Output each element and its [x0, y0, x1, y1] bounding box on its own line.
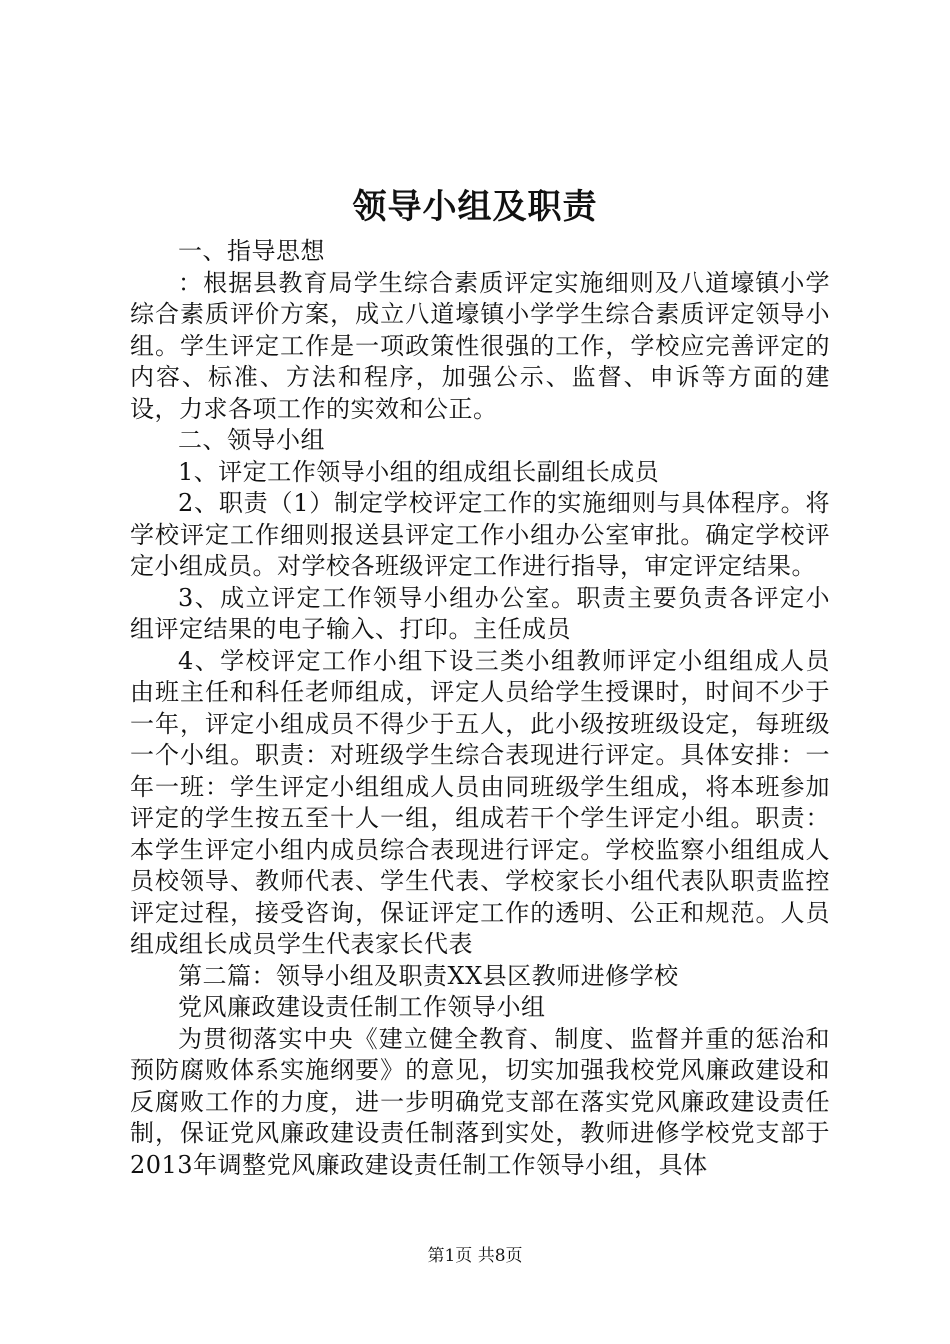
page-footer: 第1页 共8页	[427, 1246, 523, 1266]
section-heading-guiding-thought: 一、指导思想	[178, 237, 325, 265]
document-title: 领导小组及职责	[352, 187, 598, 227]
section-heading-leading-group: 二、领导小组	[178, 426, 325, 454]
paragraph-second-article-subtitle: 党风廉政建设责任制工作领导小组	[178, 993, 546, 1021]
paragraph-duties: 2、职责（1）制定学校评定工作的实施细则与具体程序。将学校评定工作细则报送县评定工作小组办公室审批。确定学校评定小组成员。对学校各班级评定工作进行指导，审定评定结果。	[130, 489, 830, 580]
paragraph-group-composition: 1、评定工作领导小组的组成组长副组长成员	[178, 457, 660, 486]
paragraph-office: 3、成立评定工作领导小组办公室。职责主要负责各评定小组评定结果的电子输入、打印。主任成员	[130, 583, 830, 643]
paragraph-basis: ：根据县教育局学生综合素质评定实施细则及八道壕镇小学综合素质评价方案，成立八道壕镇小学学生综合素质评定领导小组。学生评定工作是一项政策性很强的工作，学校应完善评定的内容、标准、方法和程序，加强公示、监督、申诉等方面的建设，力求各项工作的实效和公正。	[130, 268, 830, 423]
document-body	[130, 236, 830, 1181]
paragraph-second-article-body: 为贯彻落实中央《建立健全教育、制度、监督并重的惩治和预防腐败体系实施纲要》的意见，切实加强我校党风廉政建设和反腐败工作的力度，进一步明确党支部在落实党风廉政建设责任制，保证党风廉政建设责任制落到实处，教师进修学校党支部于2013年调整党风廉政建设责任制工作领导小组，具体	[130, 1024, 830, 1179]
paragraph-second-article-title: 第二篇：领导小组及职责XX县区教师进修学校	[178, 961, 679, 990]
paragraph-subgroups: 4、学校评定工作小组下设三类小组教师评定小组组成人员由班主任和科任老师组成，评定人员给学生授课时，时间不少于一年，评定小组成员不得少于五人，此小级按班级设定，每班级一个小组。职责：对班级学生综合表现进行评定。具体安排：一年一班：学生评定小组组成人员由同班级学生组成，将本班参加评定的学生按五至十人一组，组成若干个学生评定小组。职责：本学生评定小组内成员综合表现进行评定。学校监察小组组成人员校领导、教师代表、学生代表、学校家长小组代表队职责监控评定过程，接受咨询，保证评定工作的透明、公正和规范。人员组成组长成员学生代表家长代表	[130, 646, 830, 958]
